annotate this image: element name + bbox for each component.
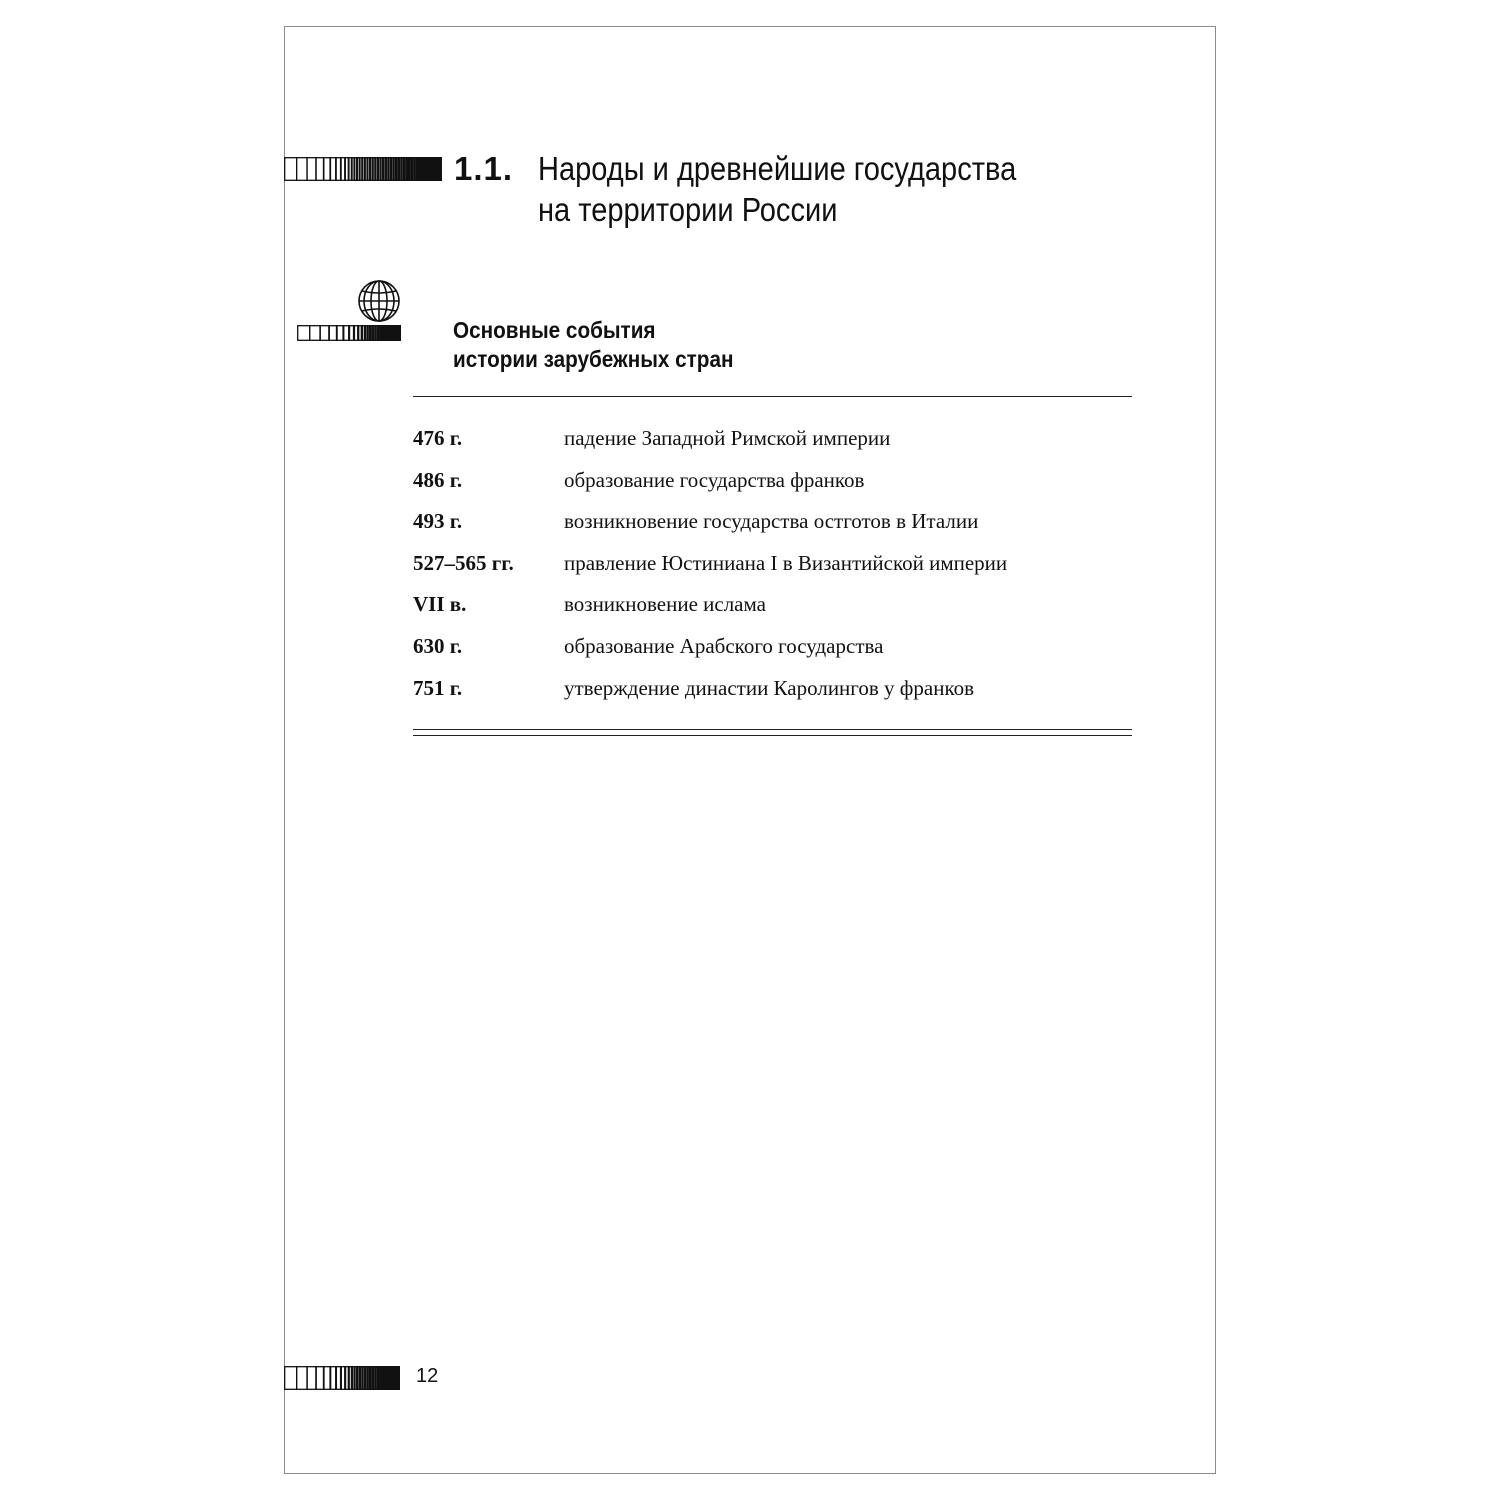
event-row: [413, 672, 1132, 714]
globe-icon: [356, 278, 402, 329]
section-title: [453, 316, 733, 374]
event-row: [413, 505, 1132, 547]
event-date: 476 г.: [413, 426, 463, 450]
chapter-title-line-2: на территории России: [538, 191, 838, 228]
chapter-title: [538, 148, 1016, 230]
chapter-decorative-bar: [284, 157, 442, 181]
book-page: [284, 26, 1216, 1474]
event-description: правление Юстиниана I в Византийской империи: [564, 550, 1008, 575]
section-title-line-2: истории зарубежных стран: [453, 346, 734, 372]
footer-decorative-bar: [284, 1366, 400, 1390]
event-description: возникновение государства остготов в Италии: [564, 509, 979, 534]
bottom-rule-lower: [413, 735, 1132, 736]
event-date: 527–565 гг.: [413, 550, 514, 575]
chapter-number: 1.1.: [454, 150, 514, 187]
event-description: образование Арабского государства: [564, 633, 884, 658]
top-rule: [413, 396, 1132, 397]
event-row: [413, 464, 1132, 506]
section-title-line-1: Основные события: [453, 317, 656, 343]
event-description: утверждение династии Каролингов у франков: [564, 675, 975, 700]
event-date: 486 г.: [413, 467, 463, 492]
page-number: 12: [416, 1365, 439, 1387]
event-description: образование государства франков: [564, 467, 865, 492]
event-row: [413, 630, 1132, 672]
event-row: [413, 547, 1132, 589]
bottom-rule-upper: [413, 729, 1132, 730]
event-date: 493 г.: [413, 509, 463, 534]
event-row: [413, 588, 1132, 630]
event-date: 630 г.: [413, 633, 463, 658]
section-decorative-bar: [297, 325, 401, 341]
event-row: [413, 422, 1132, 464]
chapter-title-line-1: Народы и древнейшие государства: [538, 150, 1017, 187]
event-date: 751 г.: [413, 675, 463, 700]
event-description: возникновение ислама: [564, 592, 766, 617]
event-description: падение Западной Римской империи: [564, 426, 891, 450]
events-list: [413, 422, 1132, 713]
event-date: VII в.: [413, 592, 467, 617]
